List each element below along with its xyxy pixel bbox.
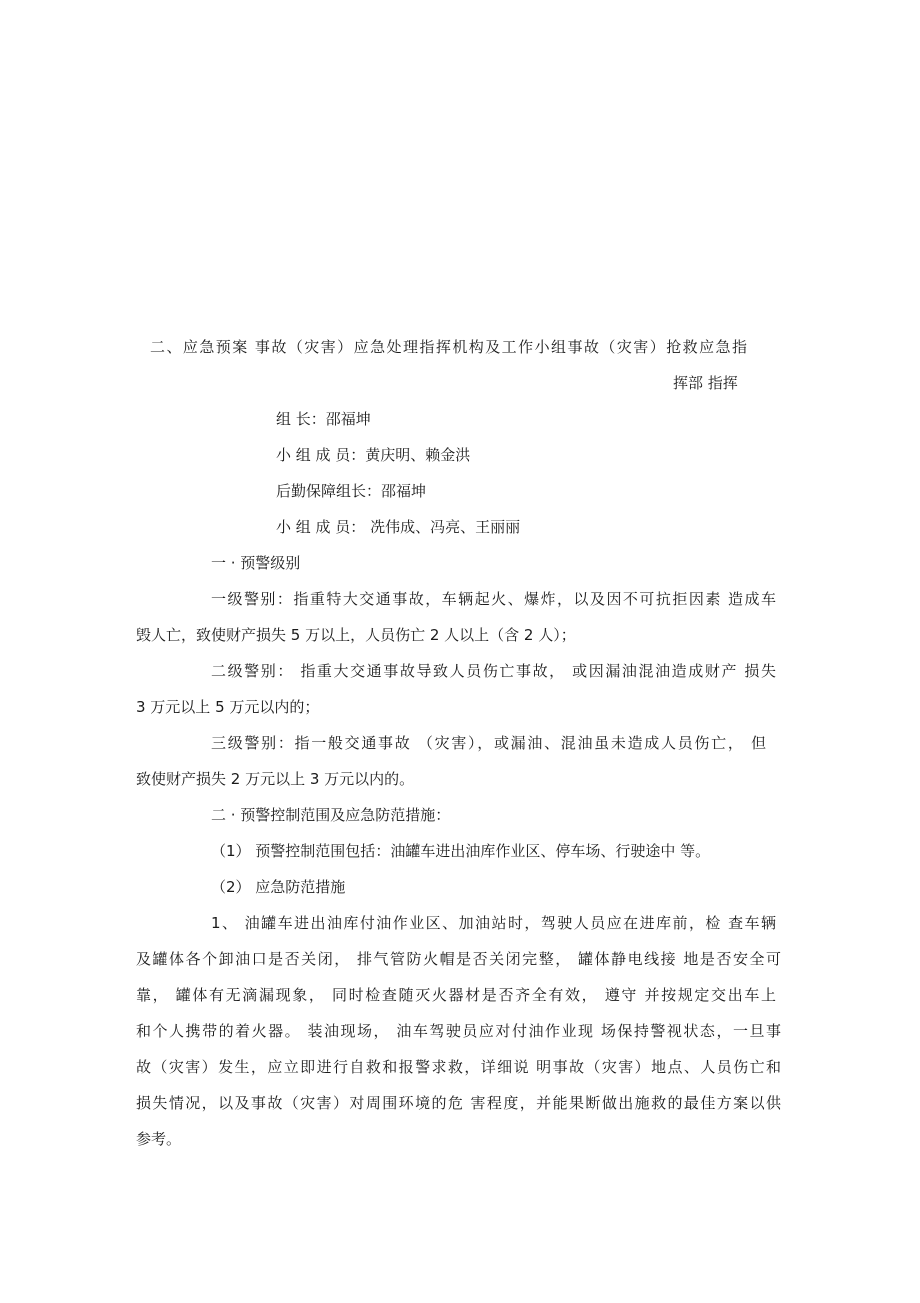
section2-title: 二 · 预警控制范围及应急防范措施：: [211, 806, 451, 824]
org-leader: 组 长：邵福坤: [276, 410, 371, 428]
heading-line-2: 挥部 指挥: [673, 374, 738, 392]
level1-line-b: 毁人亡，致使财产损失 5 万以上，人员伤亡 2 人以上（含 2 人）；: [136, 626, 576, 644]
measures-para-line: 及罐体各个卸油口是否关闭， 排气管防火帽是否关闭完整， 罐体静电线接 地是否安全可: [136, 950, 781, 968]
org-logistics-leader: 后勤保障组长：邵福坤: [276, 482, 427, 500]
org-logistics-members: 小 组 成 员： 冼伟成、冯亮、王丽丽: [276, 518, 521, 536]
measures-para-line: 参考。: [136, 1130, 182, 1148]
section1-title: 一 · 预警级别: [211, 554, 301, 572]
measures-para-line: 和个人携带的着火器。 装油现场， 油车驾驶员应对付油作业现 场保持警视状态，一旦事: [136, 1022, 781, 1040]
section2-item-2: （2） 应急防范措施: [211, 878, 346, 896]
measures-para-line: 靠， 罐体有无滴漏现象， 同时检查随灭火器材是否齐全有效， 遵守 并按规定交出车上: [136, 986, 776, 1004]
heading-line-1: 二、应急预案 事故（灾害）应急处理指挥机构及工作小组事故（灾害）抢救应急指: [150, 338, 747, 356]
org-members: 小 组 成 员：黄庆明、赖金洪: [276, 446, 471, 464]
measures-para-line: 损失情况，以及事故（灾害）对周围环境的危 害程度，并能果断做出施救的最佳方案以供: [136, 1094, 781, 1112]
level3-line-a: 三级警别：指一般交通事故 （灾害），或漏油、混油虽未造成人员伤亡， 但: [211, 734, 766, 752]
level2-line-a: 二级警别： 指重大交通事故导致人员伤亡事故， 或因漏油混油造成财产 损失: [211, 662, 776, 680]
level2-line-b: 3 万元以上 5 万元以内的；: [136, 698, 320, 716]
level1-line-a: 一级警别：指重特大交通事故，车辆起火、爆炸，以及因不可抗拒因素 造成车: [211, 590, 776, 608]
level3-line-b: 致使财产损失 2 万元以上 3 万元以内的。: [136, 770, 415, 788]
measures-para-line: 1、 油罐车进出油库付油作业区、加油站时，驾驶人员应在进库前，检 查车辆: [211, 914, 776, 932]
section2-item-1: （1） 预警控制范围包括：油罐车进出油库作业区、停车场、行驶途中 等。: [211, 842, 711, 860]
measures-para-line: 故（灾害）发生，应立即进行自救和报警求救，详细说 明事故（灾害）地点、人员伤亡和: [136, 1058, 781, 1076]
